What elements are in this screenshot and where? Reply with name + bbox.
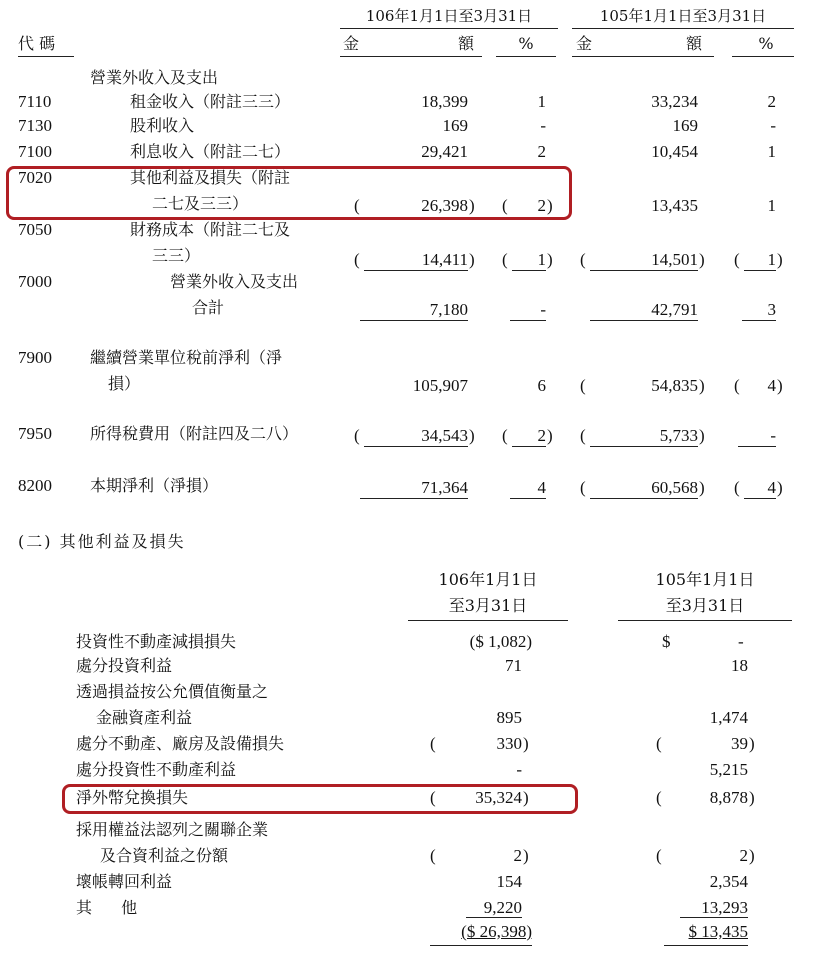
open-paren: (: [580, 426, 586, 445]
open-paren: (: [430, 846, 436, 865]
lower-row-description: 投資性不動產減損損失: [76, 632, 237, 651]
prior-amount: 10,454: [651, 142, 698, 161]
prior-percent: 1: [767, 250, 776, 269]
amount-underline: [590, 498, 698, 499]
amount-underline: [590, 320, 698, 321]
row-description: 租金收入（附註三三）: [130, 92, 291, 111]
lower-row-description: 淨外幣兌換損失: [76, 788, 189, 807]
lower-row-description: 透過損益按公允價值衡量之: [76, 682, 269, 701]
lower-row-description: 壞帳轉回利益: [76, 872, 173, 891]
open-paren: (: [734, 478, 740, 497]
open-paren: (: [580, 478, 586, 497]
section-title: 營業外收入及支出: [90, 68, 219, 87]
percent-underline: [510, 320, 546, 321]
lower-prior-value: 2,354: [709, 872, 748, 891]
lower-prior-value: 2: [739, 846, 748, 865]
percent-header-current: %: [518, 34, 534, 53]
open-paren: (: [502, 250, 508, 269]
current-percent: 1: [537, 92, 546, 111]
close-paren: ): [699, 250, 705, 269]
total-prior: $ 13,435: [688, 922, 748, 941]
lower-period-current-line2: 至3月31日: [448, 596, 528, 615]
open-paren: (: [502, 426, 508, 445]
lower-current-value: ($ 1,082): [469, 632, 532, 651]
percent-underline: [512, 446, 546, 447]
amount-underline: [590, 446, 698, 447]
close-paren: ): [777, 478, 783, 497]
lower-row-description-cont: 金融資產利益: [96, 708, 193, 727]
amount-header-underline-current: [340, 56, 482, 57]
row-code: 7000: [18, 272, 52, 291]
percent-header-prior: %: [758, 34, 774, 53]
prior-percent: -: [770, 426, 776, 445]
close-paren: ): [469, 426, 475, 445]
lower-current-value: -: [516, 760, 522, 779]
percent-underline: [738, 446, 776, 447]
prior-amount: 33,234: [651, 92, 698, 111]
prior-amount: 42,791: [651, 300, 698, 319]
amount-underline: [364, 270, 468, 271]
lower-prior-value: 1,474: [709, 708, 748, 727]
prior-amount: 13,435: [651, 196, 698, 215]
current-percent: 2: [537, 426, 546, 445]
total-current: ($ 26,398): [461, 922, 532, 941]
open-paren: (: [354, 250, 360, 269]
lower-row-description: 處分投資性不動產利益: [76, 760, 237, 779]
percent-underline: [512, 270, 546, 271]
current-amount: 7,180: [429, 300, 468, 319]
close-paren: ): [699, 478, 705, 497]
row-code: 7950: [18, 424, 52, 443]
prior-percent: 4: [767, 478, 776, 497]
row-code: 8200: [18, 476, 52, 495]
lower-period-prior-line2: 至3月31日: [665, 596, 745, 615]
row-description: 繼續營業單位稅前淨利（淨: [90, 348, 283, 367]
current-percent: 2: [537, 196, 546, 215]
amount-header-underline-prior: [572, 56, 714, 57]
open-paren: (: [580, 376, 586, 395]
open-paren: (: [656, 734, 662, 753]
close-paren: ): [749, 734, 755, 753]
amount-header-current-right: 額: [458, 34, 475, 53]
current-amount: 105,907: [412, 376, 468, 395]
lower-current-value: 35,324: [475, 788, 522, 807]
subtotal-underline-prior: [680, 917, 748, 918]
lower-prior-dash: -: [738, 632, 744, 651]
row-description-cont: 合計: [192, 298, 225, 317]
lower-prior-value: 13,293: [701, 898, 748, 917]
section-title-other-gains: (二) 其他利益及損失: [18, 532, 186, 551]
amount-header-prior-left: 金: [576, 34, 593, 53]
prior-percent: 1: [767, 196, 776, 215]
row-code: 7130: [18, 116, 52, 135]
lower-row-description: 處分不動產、廠房及設備損失: [76, 734, 285, 753]
row-description: 營業外收入及支出: [170, 272, 299, 291]
open-paren: (: [430, 788, 436, 807]
close-paren: ): [749, 846, 755, 865]
lower-prior-value: 18: [731, 656, 748, 675]
row-description: 本期淨利（淨損）: [90, 476, 219, 495]
open-paren: (: [580, 250, 586, 269]
current-amount: 169: [442, 116, 468, 135]
percent-header-underline-prior: [732, 56, 794, 57]
lower-header-underline-current: [408, 620, 568, 621]
lower-header-underline-prior: [618, 620, 792, 621]
period-prior-header: 105年1月1日至3月31日: [599, 7, 767, 25]
current-percent: 4: [537, 478, 546, 497]
prior-percent: 3: [767, 300, 776, 319]
lower-current-value: 895: [496, 708, 522, 727]
open-paren: (: [354, 426, 360, 445]
close-paren: ): [547, 196, 553, 215]
close-paren: ): [699, 426, 705, 445]
lower-prior-dollar: $: [662, 632, 671, 651]
current-percent: 1: [537, 250, 546, 269]
row-code: 7900: [18, 348, 52, 367]
close-paren: ): [523, 788, 529, 807]
row-code: 7020: [18, 168, 52, 187]
amount-header-prior-right: 額: [686, 34, 703, 53]
amount-header-current-left: 金: [343, 34, 360, 53]
row-description: 所得稅費用（附註四及二八）: [90, 424, 299, 443]
lower-current-value: 9,220: [483, 898, 522, 917]
lower-current-value: 330: [496, 734, 522, 753]
open-paren: (: [734, 250, 740, 269]
current-amount: 26,398: [421, 196, 468, 215]
prior-amount: 14,501: [651, 250, 698, 269]
lower-current-value: 71: [505, 656, 522, 675]
lower-row-description-cont: 及合資利益之份額: [100, 846, 229, 865]
percent-underline: [742, 320, 776, 321]
lower-prior-value: 5,215: [709, 760, 748, 779]
close-paren: ): [469, 250, 475, 269]
lower-current-value: 154: [496, 872, 522, 891]
current-percent: 2: [537, 142, 546, 161]
row-description: 其他利益及損失（附註: [130, 168, 291, 187]
lower-current-value: 2: [513, 846, 522, 865]
lower-period-current-line1: 106年1月1日: [438, 570, 538, 589]
open-paren: (: [656, 788, 662, 807]
close-paren: ): [777, 376, 783, 395]
prior-amount: 54,835: [651, 376, 698, 395]
lower-row-description: 處分投資利益: [76, 656, 173, 675]
current-amount: 18,399: [421, 92, 468, 111]
prior-amount: 169: [672, 116, 698, 135]
lower-row-description: 其 他: [76, 898, 150, 917]
row-description-cont: 二七及三三）: [152, 194, 249, 213]
lower-prior-value: 39: [731, 734, 748, 753]
open-paren: (: [502, 196, 508, 215]
current-amount: 29,421: [421, 142, 468, 161]
close-paren: ): [749, 788, 755, 807]
percent-header-underline-current: [496, 56, 556, 57]
row-code: 7110: [18, 92, 52, 111]
prior-amount: 5,733: [659, 426, 698, 445]
code-column-header: 代 碼: [18, 34, 56, 53]
open-paren: (: [734, 376, 740, 395]
lower-row-description: 採用權益法認列之關聯企業: [76, 820, 269, 839]
close-paren: ): [469, 196, 475, 215]
row-description: 股利收入: [130, 116, 195, 135]
close-paren: ): [523, 734, 529, 753]
row-description-cont: 三三）: [152, 246, 201, 265]
row-code: 7050: [18, 220, 52, 239]
amount-underline: [360, 320, 468, 321]
row-description-cont: 損）: [108, 374, 141, 393]
close-paren: ): [699, 376, 705, 395]
prior-amount: 60,568: [651, 478, 698, 497]
header-underline-current: [340, 28, 558, 29]
row-description: 利息收入（附註二七）: [130, 142, 291, 161]
current-amount: 71,364: [421, 478, 468, 497]
total-double-underline-prior: [664, 945, 748, 946]
row-code: 7100: [18, 142, 52, 161]
amount-underline: [590, 270, 698, 271]
current-percent: -: [540, 116, 546, 135]
current-amount: 14,411: [421, 250, 468, 269]
current-percent: -: [540, 300, 546, 319]
amount-underline: [364, 446, 468, 447]
prior-percent: 4: [767, 376, 776, 395]
percent-underline: [744, 498, 776, 499]
total-double-underline-current: [430, 945, 532, 946]
lower-prior-value: 8,878: [709, 788, 748, 807]
open-paren: (: [656, 846, 662, 865]
header-underline-prior: [572, 28, 794, 29]
close-paren: ): [523, 846, 529, 865]
current-percent: 6: [537, 376, 546, 395]
code-header-underline: [18, 56, 74, 57]
close-paren: ): [777, 250, 783, 269]
percent-underline: [510, 498, 546, 499]
current-amount: 34,543: [421, 426, 468, 445]
open-paren: (: [430, 734, 436, 753]
amount-underline: [360, 498, 468, 499]
row-description: 財務成本（附註二七及: [130, 220, 291, 239]
open-paren: (: [354, 196, 360, 215]
close-paren: ): [547, 426, 553, 445]
prior-percent: 2: [767, 92, 776, 111]
lower-period-prior-line1: 105年1月1日: [655, 570, 755, 589]
subtotal-underline-current: [466, 917, 522, 918]
prior-percent: 1: [767, 142, 776, 161]
period-current-header: 106年1月1日至3月31日: [365, 7, 533, 25]
close-paren: ): [547, 250, 553, 269]
prior-percent: -: [770, 116, 776, 135]
percent-underline: [744, 270, 776, 271]
